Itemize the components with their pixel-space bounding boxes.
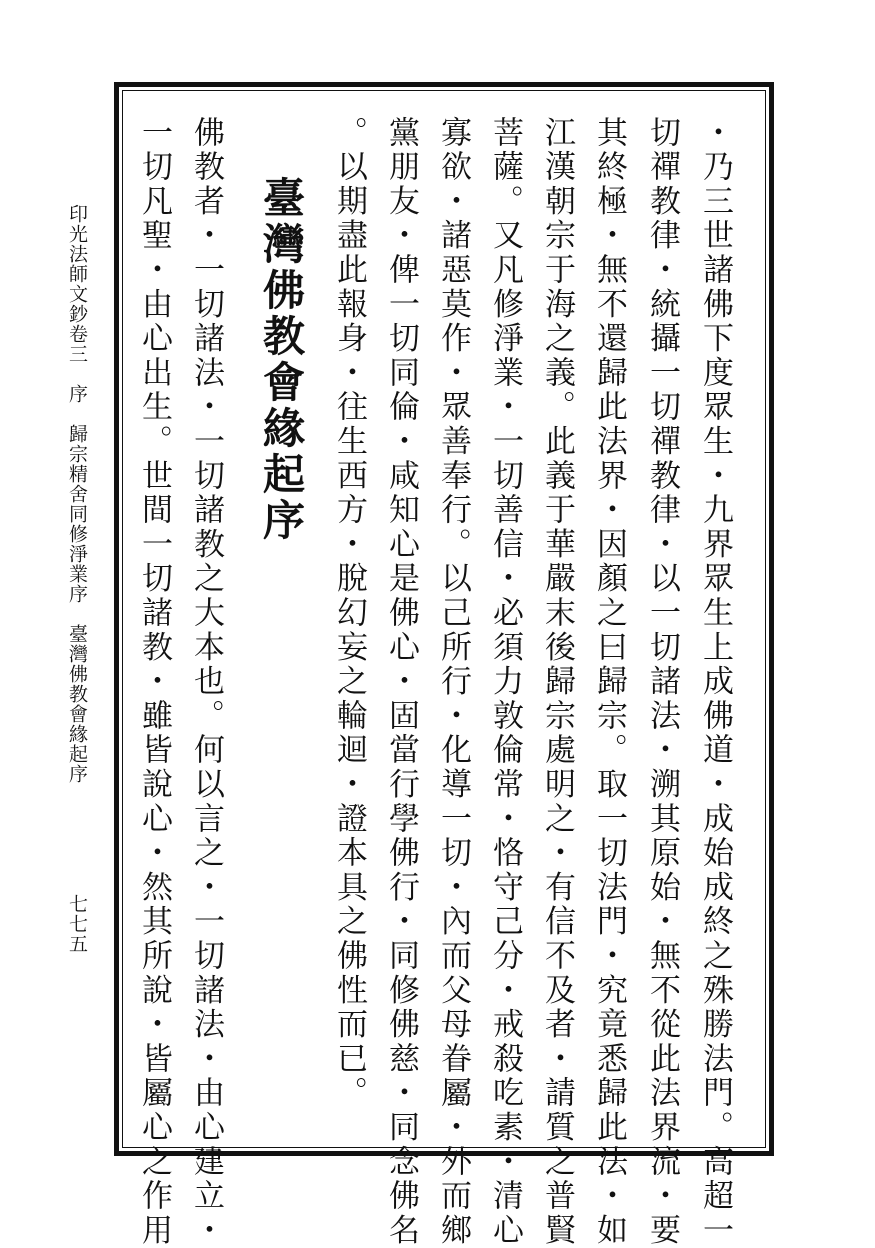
- text-column: 寡欲・諸惡莫作・眾善奉行。以己所行・化導一切・內而父母眷屬・外而鄉: [435, 116, 471, 1248]
- running-title: 印光法師文鈔卷三 序 歸宗精舍同修淨業序 臺灣佛教會緣起序: [66, 204, 88, 784]
- text-column: 。以期盡此報身・往生西方・脫幻妄之輪迴・證本具之佛性而已。: [331, 116, 367, 1111]
- text-column: 黨朋友・俾一切同倫・咸知心是佛心・固當行學佛行・同修佛慈・同念佛名: [383, 116, 419, 1248]
- text-column: 其終極・無不還歸此法界・因顏之曰歸宗。取一切法門・究竟悉歸此法・如: [591, 116, 627, 1248]
- text-column: 菩薩。又凡修淨業・一切善信・必須力敦倫常・恪守己分・戒殺吃素・清心: [487, 116, 523, 1248]
- text-column: ・乃三世諸佛下度眾生・九界眾生上成佛道・成始成終之殊勝法門。高超一: [697, 116, 733, 1248]
- text-column: 江漢朝宗于海之義。此義于華嚴末後歸宗處明之・有信不及者・請質之普賢: [539, 116, 575, 1248]
- section-heading: 臺灣佛教會緣起序: [257, 176, 306, 544]
- text-column: 佛教者・一切諸法・一切諸教之大本也。何以言之・一切諸法・由心建立・: [188, 116, 224, 1248]
- page-number: 七七五: [66, 894, 88, 954]
- text-column: 切禪教律・統攝一切禪教律・以一切諸法・溯其原始・無不從此法界流・要: [644, 116, 680, 1248]
- text-column: 一切凡聖・由心出生。世間一切諸教・雖皆說心・然其所說・皆屬心之作用: [136, 116, 172, 1248]
